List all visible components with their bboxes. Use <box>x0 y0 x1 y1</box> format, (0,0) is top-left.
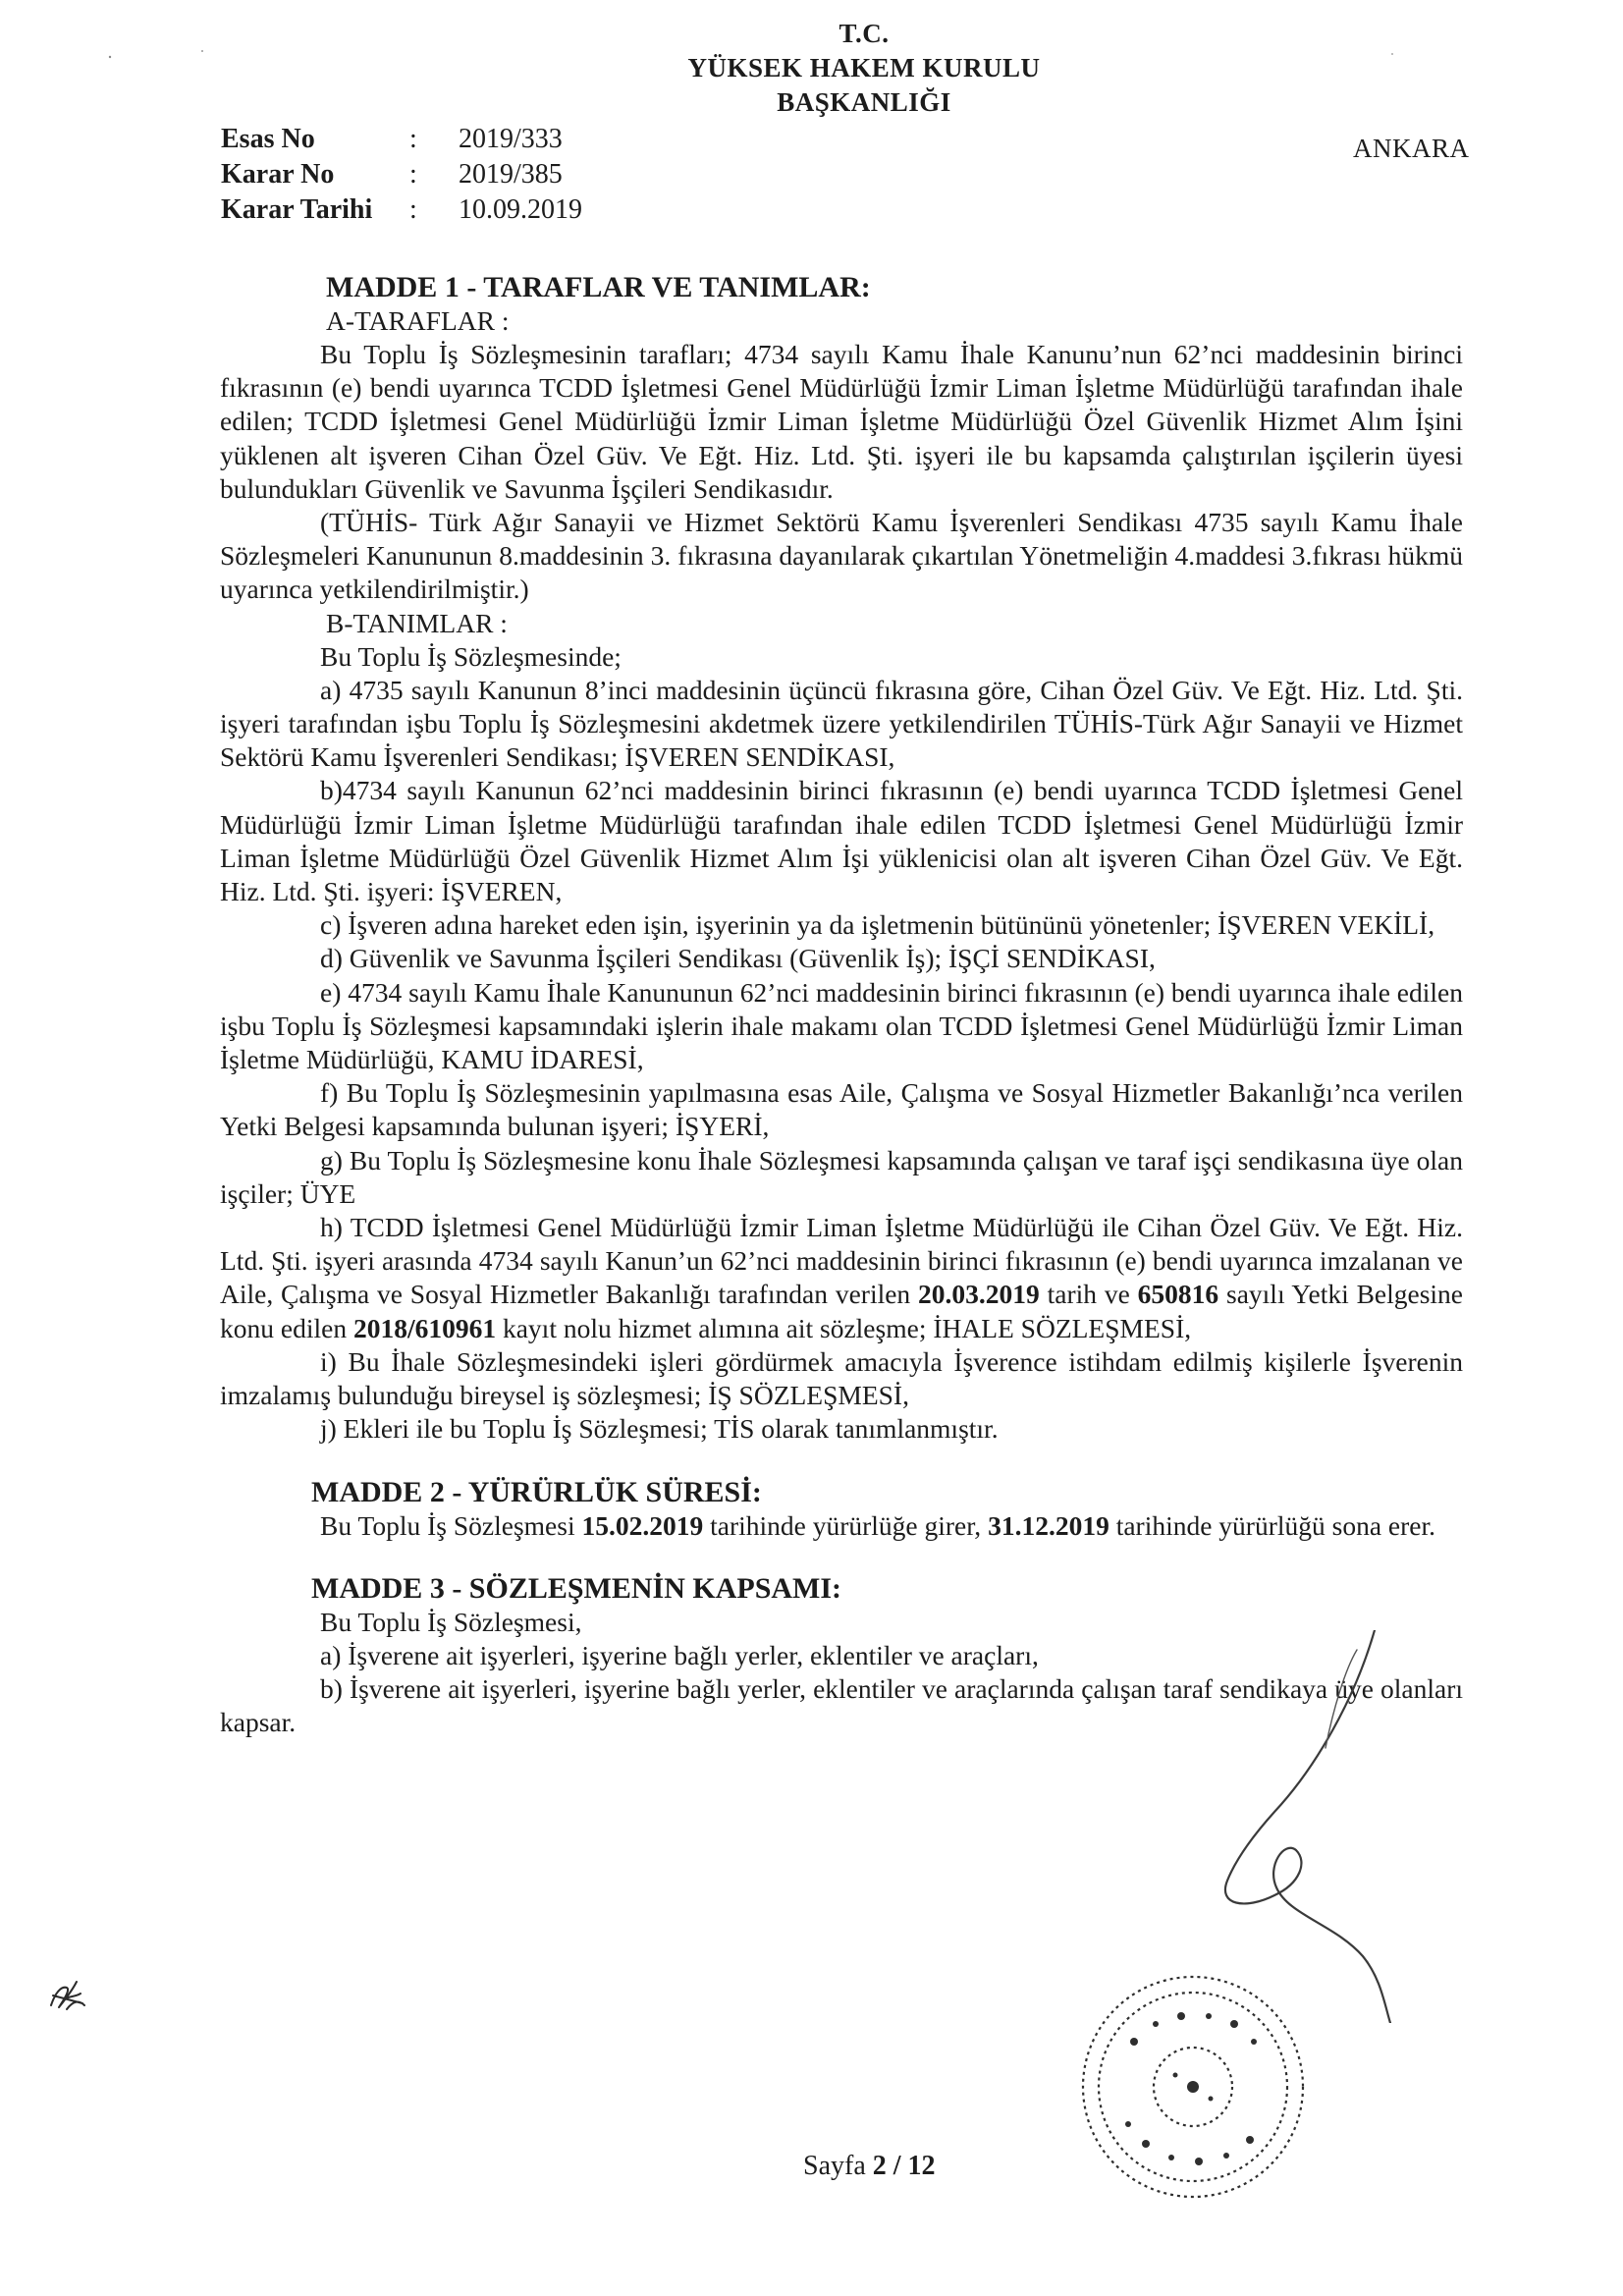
tanimlar-intro: Bu Toplu İş Sözleşmesinde; <box>320 640 622 672</box>
document-body <box>220 271 1463 1740</box>
yururluk-paragraph <box>220 1509 1463 1543</box>
tanim-f: f) Bu Toplu İş Sözleşmesinin yapılmasına esas Aile, Çalışma ve Sosyal Hizmetler Bakanlığı’nca verilen Yetki Belgesi kapsamında bulunan işyeri; İŞYERİ, <box>220 1077 1463 1142</box>
page-label: Sayfa <box>803 2151 866 2181</box>
kapsam-a: a) İşverene ait işyerleri, işyerine bağlı yerler, eklentiler ve araçları, <box>320 1639 1039 1670</box>
page-number: 2 / 12 <box>872 2151 936 2181</box>
tanim-j: j) Ekleri ile bu Toplu İş Sözleşmesi; TİS olarak tanımlanmıştır. <box>320 1413 999 1445</box>
yetki-tarihi: 20.03.2019 <box>918 1279 1040 1310</box>
tanim-c: c) İşveren adına hareket eden işin, işyerinin ya da işletmenin bütününü yönetenler; İŞVEREN VEKİLİ, <box>320 909 1435 941</box>
case-info <box>221 122 582 228</box>
tanim-h <box>220 1211 1463 1345</box>
yururluk-bitis: 31.12.2019 <box>988 1509 1109 1541</box>
karar-no-row: Karar No : 2019/385 <box>221 157 582 192</box>
header-tc: T.C. <box>839 19 890 48</box>
yururluk-baslangic: 15.02.2019 <box>581 1509 704 1541</box>
city: ANKARA <box>1353 134 1470 163</box>
tanim-e: e) 4734 sayılı Kamu İhale Kanununun 62’nci maddesinin birinci fıkrasının (e) bendi uyarınca ihale edilen işbu Toplu İş Sözleşmesi kapsamındaki işlerin ihale makamı olan TCDD İşletmesi Genel Müdürlüğü İzmir Liman İşletme Müdürlüğü, KAMU İDARESİ, <box>220 976 1463 1075</box>
yetki-no: 650816 <box>1137 1279 1219 1310</box>
tanim-i: i) Bu İhale Sözleşmesindeki işleri gördürmek amacıyla İşverence istihdam edilmiş kişilerle İşverenin imzalamış bulunduğu bireysel iş sözleşmesi; İŞ SÖZLEŞMESİ, <box>220 1345 1463 1411</box>
tanim-a: a) 4735 sayılı Kanunun 8’inci maddesinin üçüncü fıkrasına göre, Cihan Özel Güv. Ve Eğt. Hiz. Ltd. Şti. işyeri tarafından işbu Toplu İş Sözleşmesini akdetmek üzere yetkilendirilen TÜHİS-Türk Ağır Sanayii ve Hizmet Sektörü Kamu İşverenleri Sendikası; İŞVEREN SENDİKASI, <box>220 674 1463 773</box>
official-stamp <box>1065 1959 1321 2214</box>
yururluk-part3: tarihinde yürürlüğü sona erer. <box>1115 1509 1436 1541</box>
madde1-heading: MADDE 1 - TARAFLAR VE TANIMLAR: <box>326 271 871 303</box>
tanim-h-part4: kayıt nolu hizmet alımına ait sözleşme; İHALE SÖZLEŞMESİ, <box>502 1312 1192 1343</box>
kapsam-b: b) İşverene ait işyerleri, işyerine bağlı yerler, eklentiler ve araçlarında çalışan taraf sendikaya üye olanları kapsar. <box>220 1673 1463 1738</box>
tanim-b: b)4734 sayılı Kanunun 62’nci maddesinin birinci fıkrasının (e) bendi uyarınca TCDD İşletmesi Genel Müdürlüğü İzmir Liman İşletme Müdürlüğü tarafından ihale edilen TCDD İşletmesi Genel Müdürlüğü İzmir Liman İşletme Müdürlüğü Özel Güvenlik Hizmet Alım İşi yüklenicisi olan alt işveren Cihan Özel Güv. Ve Eğt. Hiz. Ltd. Şti. işyeri: İŞVEREN, <box>220 775 1463 907</box>
kayit-no: 2018/610961 <box>352 1312 497 1343</box>
taraflar-paragraph: Bu Toplu İş Sözleşmesinin tarafları; 4734 sayılı Kamu İhale Kanunu’nun 62’nci maddesinin birinci fıkrasının (e) bendi uyarınca TCDD İşletmesi Genel Müdürlüğü İzmir Liman İşletme Müdürlüğü tarafından ihale edilen; TCDD İşletmesi Genel Müdürlüğü İzmir Liman İşletme Müdürlüğü Özel Güvenlik Hizmet Alım İşini yüklenen alt işveren Cihan Özel Güv. Ve Eğt. Hiz. Ltd. Şti. işyeri ile bu kapsamda çalıştırılan işçilerin üyesi bulundukları Güvenlik ve Savunma İşçileri Sendikasıdır. <box>220 339 1463 504</box>
esas-no-value: 2019/333 <box>459 124 563 154</box>
tuhis-paragraph: (TÜHİS- Türk Ağır Sanayii ve Hizmet Sektörü Kamu İşverenleri Sendikası 4735 sayılı Kamu İhale Sözleşmeleri Kanununun 8.maddesinin 3. fıkrasına dayanılarak çıkartılan Yönetmeliğin 4.maddesi 3.fıkrası hükmü uyarınca yetkilendirilmiştir.) <box>220 507 1463 605</box>
tanim-h-part3: sayılı Yetki Belgesine konu edilen <box>220 1279 1464 1343</box>
tanim-h-part2: tarih ve <box>1047 1279 1130 1310</box>
karar-tarihi-value: 10.09.2019 <box>459 194 582 225</box>
header-kurul: YÜKSEK HAKEM KURULU <box>687 53 1041 82</box>
tanimlar-title: B-TANIMLAR : <box>326 607 508 638</box>
taraflar-title: A-TARAFLAR : <box>326 305 510 336</box>
karar-tarihi-row: Karar Tarihi : 10.09.2019 <box>221 192 582 228</box>
karar-no-value: 2019/385 <box>459 159 563 190</box>
yururluk-part1: Bu Toplu İş Sözleşmesi <box>320 1509 575 1541</box>
margin-initials-signature <box>45 1976 90 2017</box>
karar-tarihi-label: Karar Tarihi <box>221 194 373 225</box>
madde2-heading: MADDE 2 - YÜRÜRLÜK SÜRESİ: <box>311 1475 762 1508</box>
tanim-g: g) Bu Toplu İş Sözleşmesine konu İhale Sözleşmesi kapsamında çalışan ve taraf işçi sendikasına üye olan işçiler; ÜYE <box>220 1144 1463 1209</box>
tanim-h-part1: h) TCDD İşletmesi Genel Müdürlüğü İzmir Liman İşletme Müdürlüğü ile Cihan Özel Güv. Ve Eğt. Hiz. Ltd. Şti. işyeri arasında 4734 sayılı Kanun’un 62’nci maddesinin birinci fıkrasının (e) bendi uyarınca imzalanan ve Aile, Çalışma ve Sosyal Hizmetler Bakanlığı tarafından verilen <box>220 1212 1463 1310</box>
esas-no-row: Esas No : 2019/333 <box>221 122 582 157</box>
page-footer <box>803 2151 936 2182</box>
esas-no-label: Esas No <box>221 124 315 154</box>
yururluk-part2: tarihinde yürürlüğe girer, <box>710 1509 982 1541</box>
header-baskanlik: BAŞKANLIĞI <box>777 87 951 117</box>
tanim-d: d) Güvenlik ve Savunma İşçileri Sendikası (Güvenlik İş); İŞÇİ SENDİKASI, <box>320 943 1156 974</box>
karar-no-label: Karar No <box>221 159 335 190</box>
madde3-heading: MADDE 3 - SÖZLEŞMENİN KAPSAMI: <box>311 1571 842 1605</box>
kapsam-intro: Bu Toplu İş Sözleşmesi, <box>320 1606 582 1637</box>
